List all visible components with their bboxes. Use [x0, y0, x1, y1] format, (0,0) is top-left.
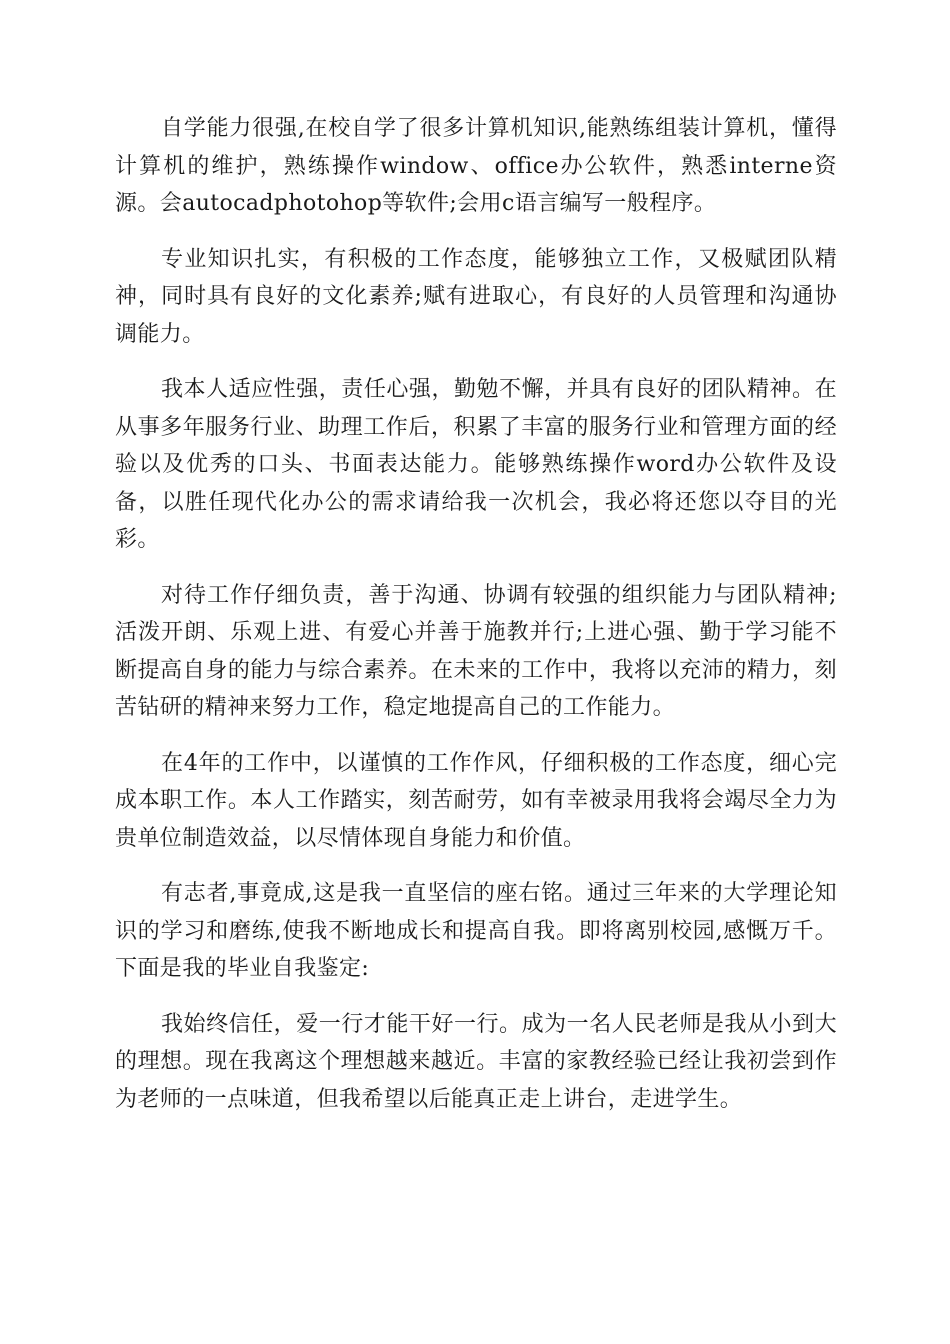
document-body [115, 110, 837, 1136]
paragraph-motto: 有志者,事竟成,这是我一直坚信的座右铭。通过三年来的大学理论知识的学习和磨练,使我不断地成长和提高自我。即将离别校园,感慨万千。下面是我的毕业自我鉴定: [115, 881, 837, 981]
paragraph-teacher-ideal: 我始终信任，爱一行才能干好一行。成为一名人民老师是我从小到大的理想。现在我离这个理想越来越近。丰富的家教经验已经让我初尝到作为老师的一点味道，但我希望以后能真正走上讲台，走进学生。 [115, 1011, 837, 1112]
paragraph-work-attitude: 对待工作仔细负责，善于沟通、协调有较强的组织能力与团队精神;活泼开朗、乐观上进、有爱心并善于施教并行;上进心强、勤于学习能不断提高自身的能力与综合素养。在未来的工作中，我将以充沛的精力，刻苦钻研的精神来努力工作，稳定地提高自己的工作能力。 [115, 582, 837, 720]
paragraph-work-experience: 在4年的工作中，以谨慎的工作作风，仔细积极的工作态度，细心完成本职工作。本人工作踏实，刻苦耐劳，如有幸被录用我将会竭尽全力为贵单位制造效益，以尽情体现自身能力和价值。 [115, 750, 837, 851]
paragraph-adaptability: 我本人适应性强，责任心强，勤勉不懈，并具有良好的团队精神。在从事多年服务行业、助理工作后，积累了丰富的服务行业和管理方面的经验以及优秀的口头、书面表达能力。能够熟练操作word办公软件及设备，以胜任现代化办公的需求请给我一次机会，我必将还您以夺目的光彩。 [115, 377, 837, 552]
paragraph-professional-knowledge: 专业知识扎实，有积极的工作态度，能够独立工作，又极赋团队精神，同时具有良好的文化素养;赋有进取心，有良好的人员管理和沟通协调能力。 [115, 246, 837, 347]
paragraph-self-study: 自学能力很强,在校自学了很多计算机知识,能熟练组装计算机，懂得计算机的维护，熟练操作window、office办公软件，熟悉interne资源。会autocadphotohop等软件;会用c语言编写一般程序。 [115, 116, 837, 216]
